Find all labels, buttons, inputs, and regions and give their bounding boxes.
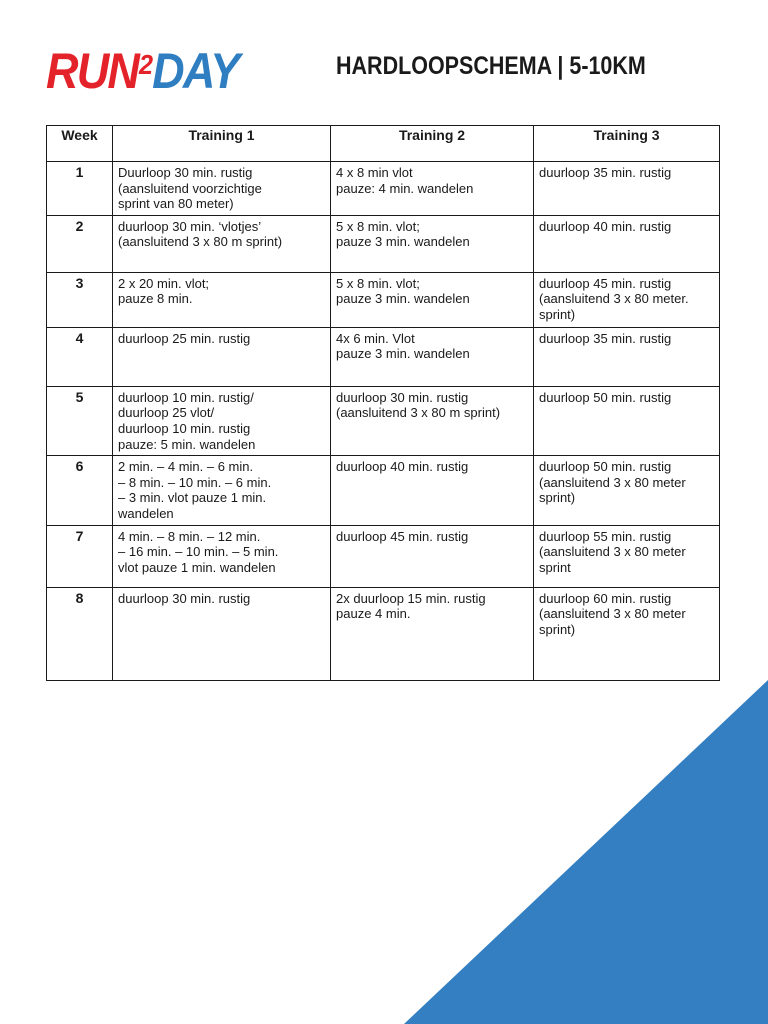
week-number: 1 <box>47 162 113 216</box>
training-2-cell: 4 x 8 min vlot pauze: 4 min. wandelen <box>331 162 534 216</box>
training-1-cell: 2 min. – 4 min. – 6 min. – 8 min. – 10 min. – 6 min. – 3 min. vlot pauze 1 min. wandelen <box>113 456 331 525</box>
table-row <box>47 456 720 525</box>
training-3-cell: duurloop 50 min. rustig <box>534 386 720 455</box>
table-row <box>47 386 720 455</box>
page-title: HARDLOOPSCHEMA | 5-10KM <box>336 52 646 80</box>
training-schedule-table <box>46 125 720 681</box>
week-number: 5 <box>47 386 113 455</box>
training-3-cell: duurloop 35 min. rustig <box>534 327 720 386</box>
table-row <box>47 162 720 216</box>
training-3-cell: duurloop 60 min. rustig (aansluitend 3 x 80 meter sprint) <box>534 587 720 680</box>
table-row <box>47 587 720 680</box>
training-3-cell: duurloop 50 min. rustig (aansluitend 3 x 80 meter sprint) <box>534 456 720 525</box>
training-1-cell: duurloop 25 min. rustig <box>113 327 331 386</box>
header-training-2: Training 2 <box>331 126 534 162</box>
logo-two: 2 <box>138 49 152 80</box>
blue-triangle-shape <box>404 680 768 1024</box>
training-3-cell: duurloop 35 min. rustig <box>534 162 720 216</box>
training-2-cell: duurloop 45 min. rustig <box>331 525 534 587</box>
training-3-cell: duurloop 55 min. rustig (aansluitend 3 x 80 meter sprint <box>534 525 720 587</box>
week-number: 8 <box>47 587 113 680</box>
training-2-cell: duurloop 30 min. rustig (aansluitend 3 x 80 m sprint) <box>331 386 534 455</box>
table-row <box>47 215 720 272</box>
week-number: 6 <box>47 456 113 525</box>
week-number: 4 <box>47 327 113 386</box>
training-1-cell: 4 min. – 8 min. – 12 min. – 16 min. – 10 min. – 5 min. vlot pauze 1 min. wandelen <box>113 525 331 587</box>
training-3-cell: duurloop 45 min. rustig (aansluitend 3 x 80 meter. sprint) <box>534 272 720 327</box>
training-3-cell: duurloop 40 min. rustig <box>534 215 720 272</box>
training-1-cell: 2 x 20 min. vlot; pauze 8 min. <box>113 272 331 327</box>
training-2-cell: 5 x 8 min. vlot; pauze 3 min. wandelen <box>331 215 534 272</box>
table-row <box>47 327 720 386</box>
training-2-cell: 5 x 8 min. vlot; pauze 3 min. wandelen <box>331 272 534 327</box>
table-row <box>47 525 720 587</box>
run2day-logo <box>46 40 239 99</box>
training-2-cell: 4x 6 min. Vlot pauze 3 min. wandelen <box>331 327 534 386</box>
training-2-cell: duurloop 40 min. rustig <box>331 456 534 525</box>
training-1-cell: duurloop 30 min. rustig <box>113 587 331 680</box>
training-1-cell: Duurloop 30 min. rustig (aansluitend voorzichtige sprint van 80 meter) <box>113 162 331 216</box>
logo-run: RUN <box>46 43 139 99</box>
training-2-cell: 2x duurloop 15 min. rustig pauze 4 min. <box>331 587 534 680</box>
logo-day: DAY <box>152 43 239 99</box>
week-number: 2 <box>47 215 113 272</box>
week-number: 3 <box>47 272 113 327</box>
week-number: 7 <box>47 525 113 587</box>
header-week: Week <box>47 126 113 162</box>
header-training-1: Training 1 <box>113 126 331 162</box>
table-row <box>47 272 720 327</box>
header-training-3: Training 3 <box>534 126 720 162</box>
training-1-cell: duurloop 10 min. rustig/ duurloop 25 vlot/ duurloop 10 min. rustig pauze: 5 min. wandelen <box>113 386 331 455</box>
table-header-row <box>47 126 720 162</box>
training-1-cell: duurloop 30 min. ‘vlotjes’ (aansluitend 3 x 80 m sprint) <box>113 215 331 272</box>
